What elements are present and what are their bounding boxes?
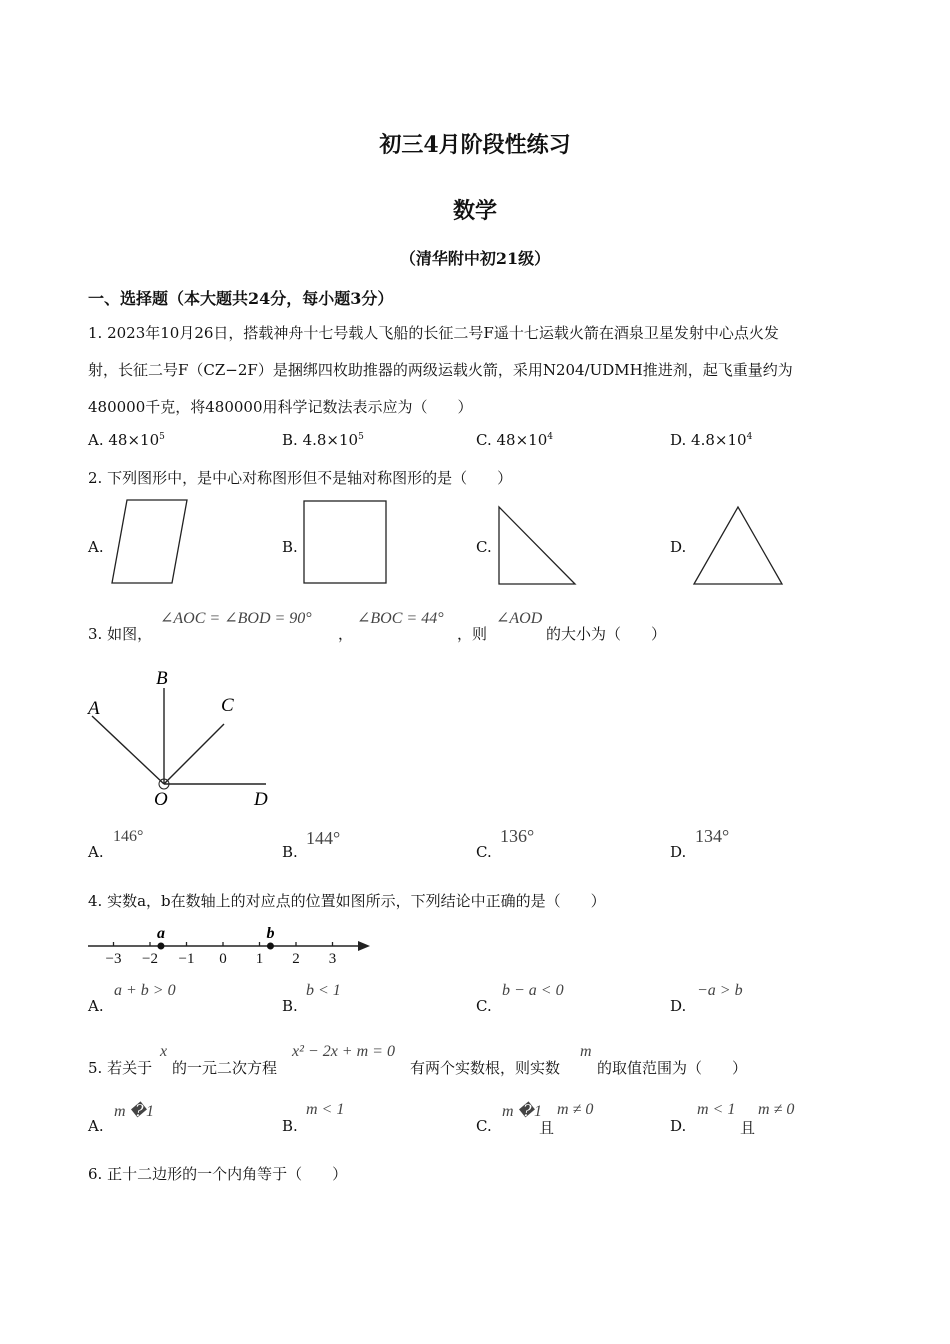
q5-option-a-value: m �1: [114, 1103, 154, 1120]
q2-stem: 2. 下列图形中，是中心对称图形但不是轴对称图形的是（ ）: [88, 469, 513, 487]
section-heading: 一、选择题（本大题共24分，每小题3分）: [88, 289, 394, 308]
label-c: C: [221, 695, 234, 716]
q2-option-b-label[interactable]: B.: [282, 538, 298, 556]
q4-option-d-label[interactable]: D.: [670, 997, 687, 1015]
q3-suffix: 的大小为（ ）: [546, 625, 667, 643]
q4-option-d-value: −a > b: [697, 982, 743, 999]
q5-option-c-value: m �1: [502, 1103, 542, 1120]
axis-tick-label: −3: [105, 951, 122, 967]
school-subtitle: （清华附中初21级）: [399, 249, 551, 268]
q6-stem: 6. 正十二边形的一个内角等于（ ）: [88, 1165, 348, 1183]
axis-tick-label: −2: [142, 951, 158, 967]
q3-option-d-value: 134°: [695, 826, 730, 846]
q5-option-d-conj: 且: [740, 1119, 756, 1137]
axis-tick-label: 0: [219, 951, 227, 967]
q5-prefix: 5. 若关于: [88, 1059, 153, 1077]
point-b-label: b: [266, 925, 275, 942]
equilateral-triangle-figure: [690, 504, 786, 588]
q3-expr3: ∠AOD: [496, 610, 543, 627]
parallelogram-figure: [108, 496, 192, 588]
q1-option-d[interactable]: D. $4.8\times 10^4$: [670, 431, 753, 449]
axis-tick-label: 2: [292, 951, 300, 967]
q5-equation: x² − 2x + m = 0: [292, 1043, 395, 1060]
q1-line3: 480000千克，将480000用科学记数法表示应为（ ）: [88, 398, 473, 416]
right-triangle-figure: [496, 504, 580, 588]
q5-option-b-value: m < 1: [306, 1101, 345, 1118]
subject-title: 数学: [452, 198, 497, 224]
q4-option-c-label[interactable]: C.: [476, 997, 492, 1015]
q3-option-b-value: 144°: [306, 828, 341, 848]
q3-expr2: ∠BOC = 44°: [357, 610, 444, 627]
label-o: O: [154, 789, 168, 810]
q3-option-a-value: 146°: [113, 828, 144, 845]
q4-stem: 4. 实数a，b在数轴上的对应点的位置如图所示，下列结论中正确的是（ ）: [88, 892, 606, 910]
q5-mid2: 有两个实数根，则实数: [410, 1059, 561, 1077]
q4-option-a-label[interactable]: A.: [88, 997, 104, 1015]
q1-option-c[interactable]: C. $48\times 10^4$: [476, 431, 553, 449]
q4-option-b-value: b < 1: [306, 982, 341, 999]
q3-option-a-label[interactable]: A.: [88, 843, 104, 861]
axis-tick-label: 3: [328, 951, 337, 967]
q1-option-b[interactable]: B. $4.8\times 10^5$: [282, 431, 364, 449]
q5-mid1: 的一元二次方程: [172, 1059, 278, 1077]
square-figure: [301, 498, 391, 588]
q5-option-c-conj: 且: [539, 1119, 555, 1137]
angle-figure: [84, 664, 284, 812]
point-a-label: a: [156, 925, 165, 942]
q3-option-c-label[interactable]: C.: [476, 843, 492, 861]
q3-option-c-value: 136°: [500, 826, 535, 846]
q4-option-c-value: b − a < 0: [502, 982, 564, 999]
q1-line2: 射，长征二号F（CZ−2F）是捆绑四枚助推器的两级运载火箭，采用N204/UDMH推进剂，起飞重量约为: [88, 361, 793, 379]
q5-option-d-value: m < 1: [697, 1101, 736, 1118]
q1-option-a[interactable]: A. $48\times 10^5$: [88, 431, 165, 449]
q4-option-a-value: a + b > 0: [114, 982, 176, 999]
q5-option-c-extra: m ≠ 0: [557, 1101, 594, 1118]
q5-var-m: m: [580, 1043, 592, 1060]
q3-then: ，则: [457, 625, 488, 643]
q2-option-d-label[interactable]: D.: [670, 538, 687, 556]
axis-tick-label: −1: [178, 951, 195, 967]
number-line: [86, 920, 376, 972]
q3-option-b-label[interactable]: B.: [282, 843, 298, 861]
q5-option-c-label[interactable]: C.: [476, 1117, 492, 1135]
q5-suffix: 的取值范围为（ ）: [597, 1059, 748, 1077]
axis-tick-label: 1: [255, 951, 264, 967]
q3-option-d-label[interactable]: D.: [670, 843, 687, 861]
q2-option-c-label[interactable]: C.: [476, 538, 492, 556]
q5-option-a-label[interactable]: A.: [88, 1117, 104, 1135]
label-b: B: [156, 668, 168, 689]
label-d: D: [254, 789, 268, 810]
q5-option-d-label[interactable]: D.: [670, 1117, 687, 1135]
q5-option-d-extra: m ≠ 0: [758, 1101, 795, 1118]
page-title: 初三4月阶段性练习: [379, 132, 571, 158]
q1-line1: 1. 2023年10月26日，搭载神舟十七号载人飞船的长征二号F遥十七运载火箭在酒泉卫星发射中心点火发: [88, 324, 779, 342]
q3-prefix: 3. 如图，: [88, 625, 153, 643]
q4-option-b-label[interactable]: B.: [282, 997, 298, 1015]
q5-option-b-label[interactable]: B.: [282, 1117, 298, 1135]
q5-var-x: x: [160, 1043, 168, 1060]
q3-comma: ，: [338, 625, 354, 643]
q2-option-a-label[interactable]: A.: [88, 538, 104, 556]
label-a: A: [88, 698, 100, 719]
point-a-dot: [157, 943, 164, 950]
point-b-dot: [267, 943, 274, 950]
q3-expr1: ∠AOC = ∠BOD = 90°: [160, 610, 312, 627]
